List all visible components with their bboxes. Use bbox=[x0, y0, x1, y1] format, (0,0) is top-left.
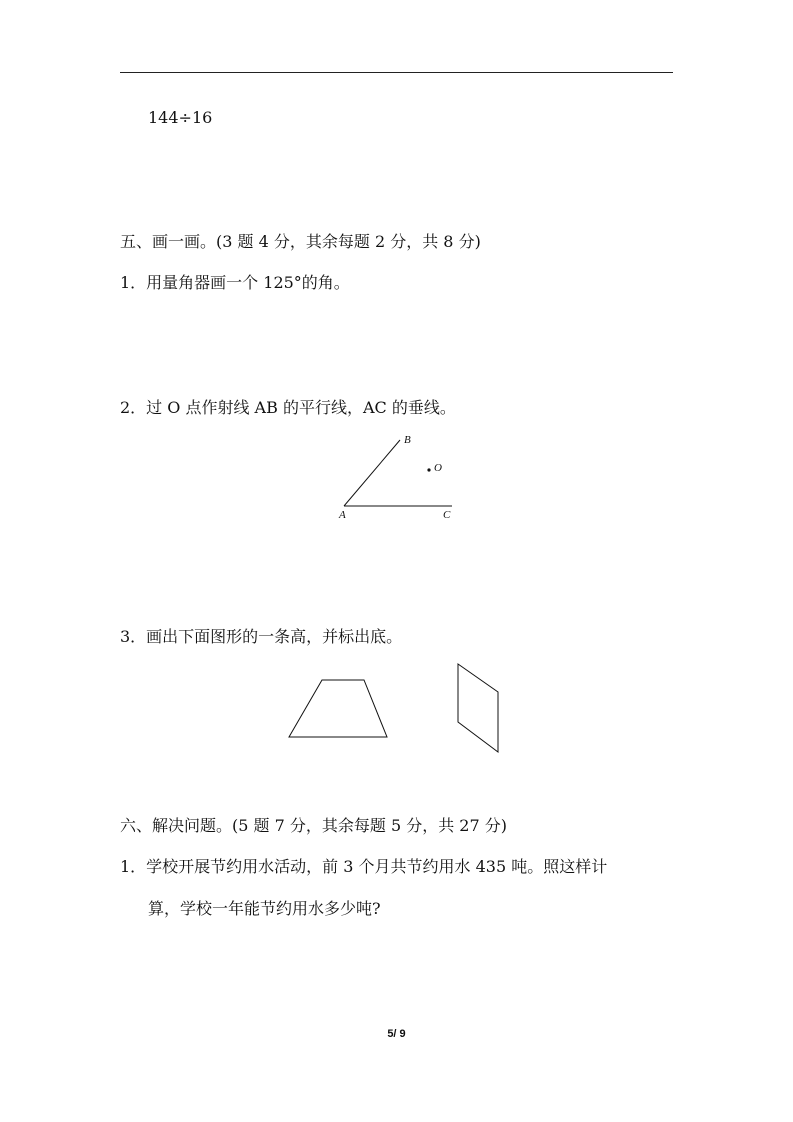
point-o bbox=[427, 468, 430, 471]
section-6-heading: 六、解决问题。(5 题 7 分，其余每题 5 分，共 27 分) bbox=[120, 816, 507, 835]
page-number: 5/ 9 bbox=[387, 1028, 406, 1040]
trapezoid-figure bbox=[285, 675, 395, 745]
label-a: A bbox=[339, 509, 346, 521]
label-o: O bbox=[434, 462, 442, 474]
header-rule bbox=[120, 72, 673, 73]
section-5-heading: 五、画一画。(3 题 4 分，其余每题 2 分，共 8 分) bbox=[120, 232, 481, 251]
label-b: B bbox=[404, 434, 411, 446]
section-5-question-2: 2．过 O 点作射线 AB 的平行线，AC 的垂线。 bbox=[120, 398, 456, 417]
label-c: C bbox=[443, 509, 451, 521]
section-6-question-1-line-2: 算，学校一年能节约用水多少吨? bbox=[148, 899, 381, 918]
section-5-question-1: 1．用量角器画一个 125°的角。 bbox=[120, 273, 350, 292]
ray-ab bbox=[344, 440, 400, 506]
division-expression: 144÷16 bbox=[148, 108, 213, 127]
section-5-question-3: 3．画出下面图形的一条高，并标出底。 bbox=[120, 627, 403, 646]
parallelogram-figure bbox=[452, 660, 506, 758]
section-6-question-1-line-1: 1．学校开展节约用水活动，前 3 个月共节约用水 435 吨。照这样计 bbox=[120, 857, 608, 876]
